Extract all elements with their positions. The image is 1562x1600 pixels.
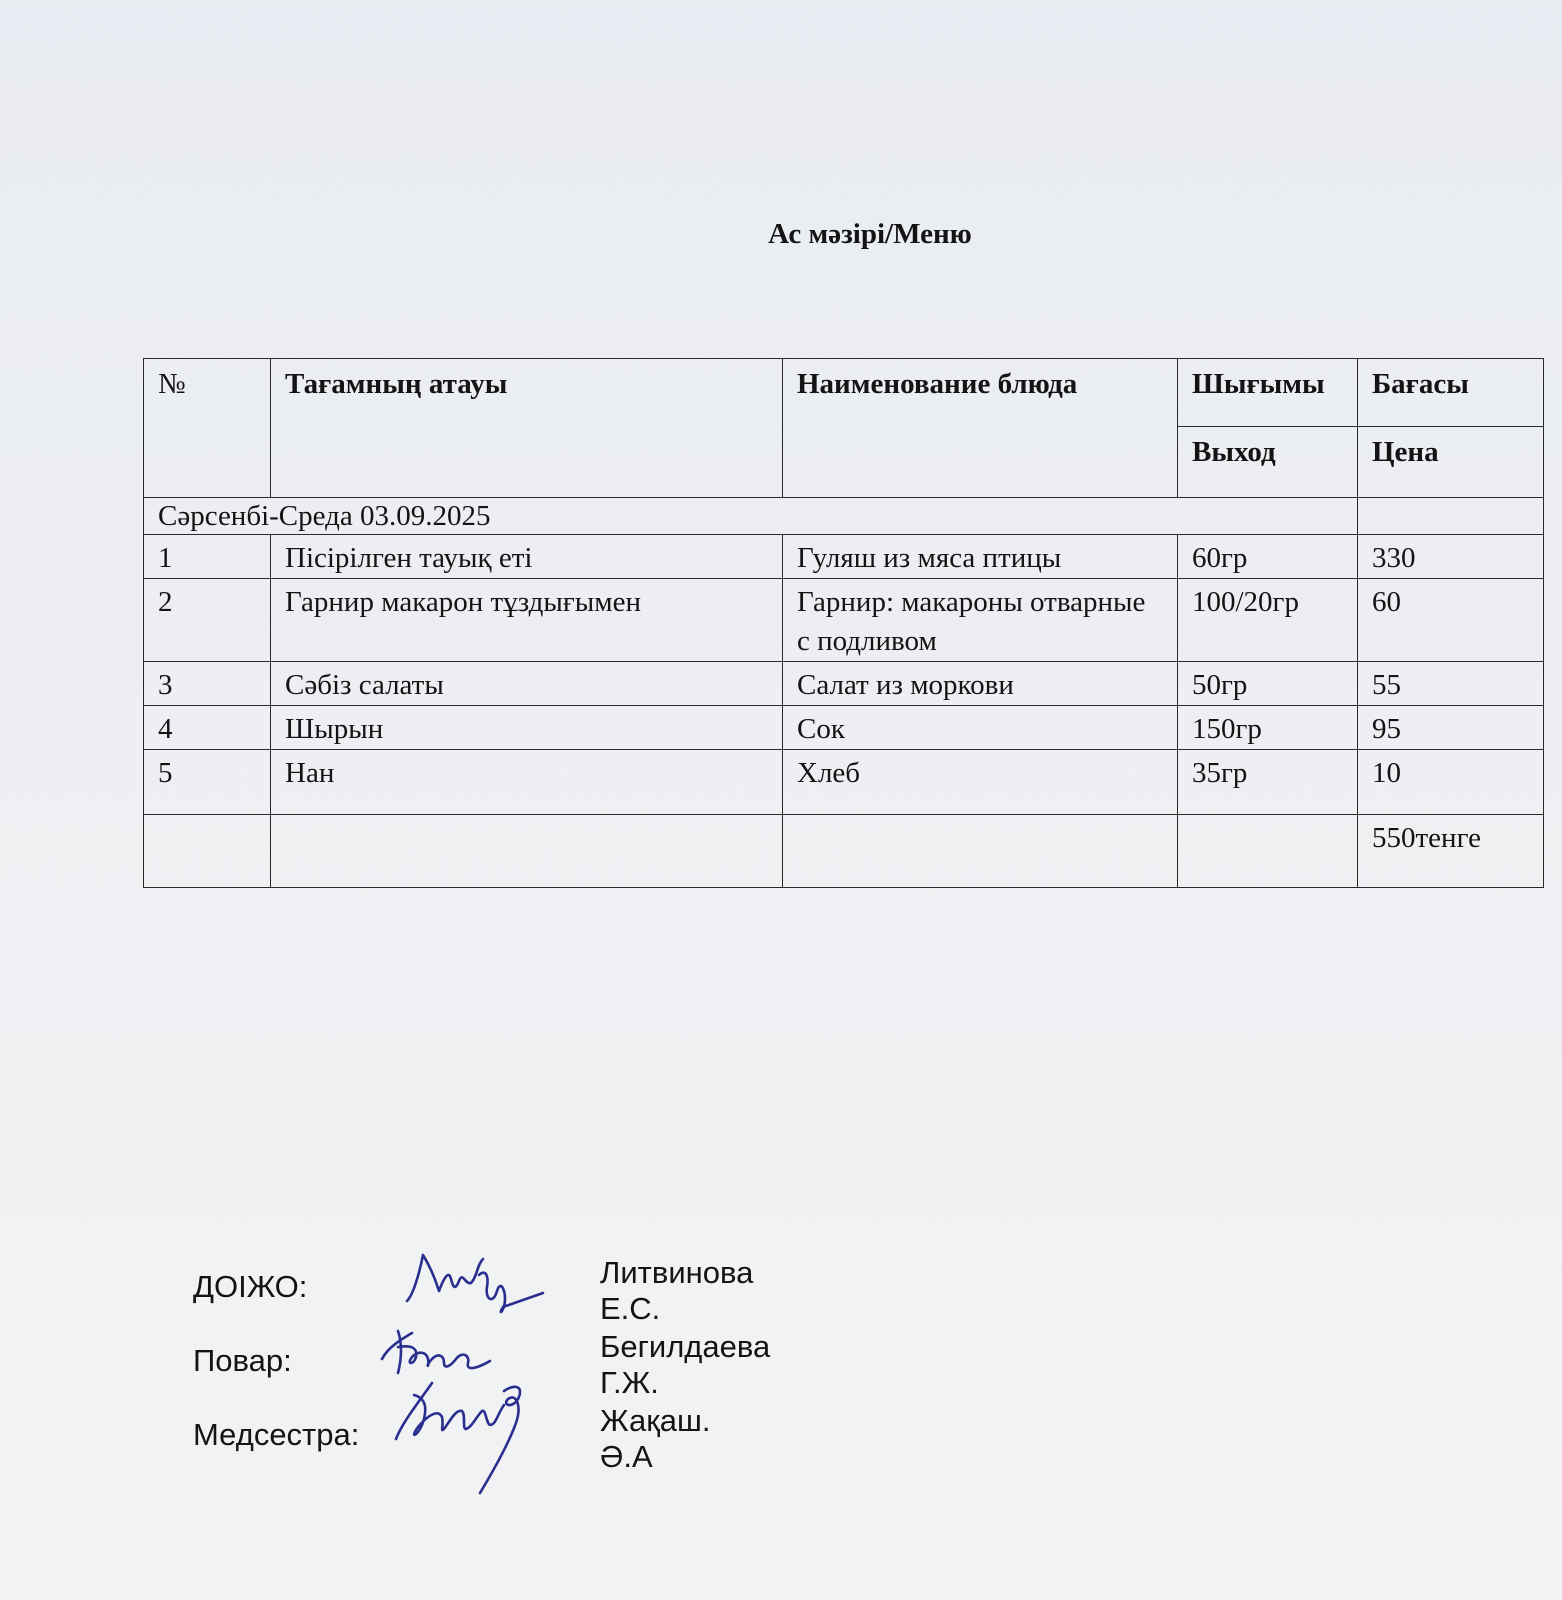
row-number: 2 <box>144 579 271 662</box>
row-number: 3 <box>144 662 271 706</box>
total-row <box>144 815 1544 888</box>
signatory-name: Жақаш. Ә.А <box>600 1403 711 1474</box>
day-row <box>144 498 1544 535</box>
table-row <box>144 535 1544 579</box>
table-row <box>144 706 1544 750</box>
header-output-kz: Шығымы <box>1178 359 1358 427</box>
signatory-name: Литвинова Е.С. <box>600 1255 754 1326</box>
row-output: 150гр <box>1178 706 1358 750</box>
row-price: 60 <box>1358 579 1544 662</box>
total-empty-cell <box>144 815 271 888</box>
header-output-ru: Выход <box>1178 427 1358 498</box>
row-name-kz: Шырын <box>271 706 783 750</box>
header-name-kz: Тағамның атауы <box>271 359 783 498</box>
row-number: 1 <box>144 535 271 579</box>
signature-role: Медсестра: <box>193 1417 360 1452</box>
row-number: 4 <box>144 706 271 750</box>
header-price-kz: Бағасы <box>1358 359 1544 427</box>
row-output: 50гр <box>1178 662 1358 706</box>
table-row <box>144 579 1544 662</box>
row-name-kz: Гарнир макарон тұздығымен <box>271 579 783 662</box>
table-row <box>144 662 1544 706</box>
day-empty-cell <box>1358 498 1544 535</box>
row-name-kz: Пісірілген тауық еті <box>271 535 783 579</box>
row-output: 35гр <box>1178 750 1358 815</box>
header-name-ru: Наименование блюда <box>783 359 1178 498</box>
signature-role: Повар: <box>193 1343 292 1378</box>
row-name-kz: Нан <box>271 750 783 815</box>
row-name-ru: Хлеб <box>783 750 1178 815</box>
header-price-ru: Цена <box>1358 427 1544 498</box>
row-output: 100/20гр <box>1178 579 1358 662</box>
row-price: 95 <box>1358 706 1544 750</box>
day-label: Сәрсенбі-Среда 03.09.2025 <box>144 498 1358 535</box>
total-price: 550тенге <box>1358 815 1544 888</box>
signatory-name: Бегилдаева Г.Ж. <box>600 1329 771 1400</box>
row-name-ru: Салат из моркови <box>783 662 1178 706</box>
total-empty-cell <box>783 815 1178 888</box>
handwritten-signature <box>388 1363 548 1511</box>
handwritten-signature <box>393 1235 553 1323</box>
row-name-kz: Сәбіз салаты <box>271 662 783 706</box>
document-title: Ас мәзірі/Меню <box>768 218 972 250</box>
row-output: 60гр <box>1178 535 1358 579</box>
row-name-ru: Гарнир: макароны отварные с подливом <box>783 579 1178 662</box>
signature-role: ДОІЖО: <box>193 1269 308 1304</box>
menu-table <box>143 358 1544 888</box>
row-name-ru: Сок <box>783 706 1178 750</box>
header-row <box>144 359 1544 427</box>
total-empty-cell <box>1178 815 1358 888</box>
row-price: 55 <box>1358 662 1544 706</box>
row-name-ru: Гуляш из мяса птицы <box>783 535 1178 579</box>
row-price: 330 <box>1358 535 1544 579</box>
table-row <box>144 750 1544 815</box>
total-empty-cell <box>271 815 783 888</box>
header-number: № <box>144 359 271 498</box>
row-number: 5 <box>144 750 271 815</box>
row-price: 10 <box>1358 750 1544 815</box>
